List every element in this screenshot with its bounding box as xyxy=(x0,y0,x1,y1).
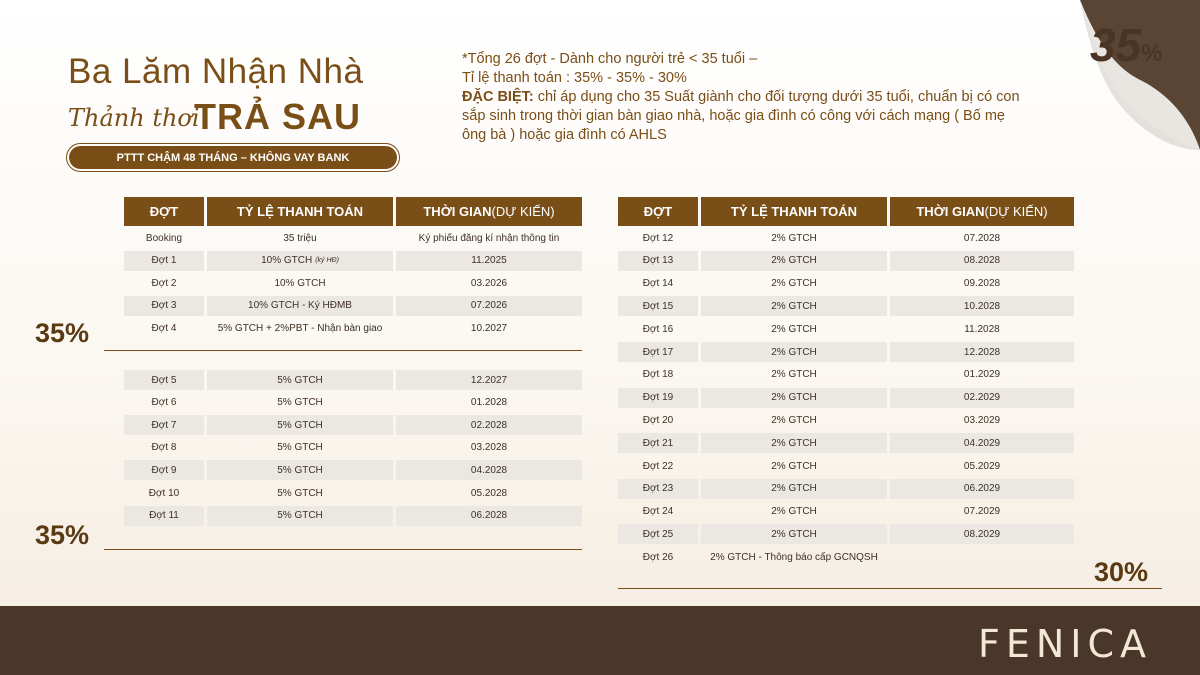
table-row xyxy=(0,502,1200,522)
cell-dot xyxy=(618,296,698,316)
table-row xyxy=(0,274,1200,294)
cell-time-text: 03.2029 xyxy=(963,414,1001,426)
cell-time-text: Ký phiếu đăng kí nhận thông tin xyxy=(418,232,560,244)
cell-dot-text: Đợt 12 xyxy=(642,232,674,244)
cell-ratio-text: 2% GTCH xyxy=(771,392,817,404)
cell-dot-text: Đợt 14 xyxy=(642,278,674,290)
cell-ratio xyxy=(701,547,887,567)
cell-ratio xyxy=(701,524,887,544)
cell-ratio xyxy=(701,365,887,385)
percent-left-group-2: 35% xyxy=(35,520,90,550)
cell-ratio-text: 2% GTCH xyxy=(771,255,817,267)
cell-time-text: 06.2029 xyxy=(963,483,1001,495)
table-row xyxy=(0,296,1200,316)
cell-time xyxy=(890,251,1074,271)
cell-ratio-text: 5% GTCH + 2%PBT - Nhận bàn giao xyxy=(217,322,383,334)
cell-ratio-text: 5% GTCH xyxy=(277,374,323,386)
left-header-time xyxy=(396,197,582,226)
cell-ratio-text: 2% GTCH xyxy=(771,460,817,472)
cell-time-text: 07.2028 xyxy=(963,232,1001,244)
corner-percent-sign: % xyxy=(1141,40,1163,67)
notes-special-text: chỉ áp dụng cho 35 Suất giành cho đối tượng dưới 35 tuổi, chuẩn bị có con sắp sinh trong thời gian bàn giao nhà, hoặc gia đình có công với cách mạng ( Bố mẹ ông bà ) hoặc gia đình có AHLS xyxy=(462,89,1020,143)
cell-ratio-text: 2% GTCH xyxy=(771,300,817,312)
cell-time xyxy=(890,365,1074,385)
cell-time-text: 02.2028 xyxy=(470,419,508,431)
cell-dot xyxy=(618,524,698,544)
cell-ratio-text: 2% GTCH xyxy=(771,437,817,449)
cell-dot-text: Đợt 7 xyxy=(151,419,177,431)
cell-dot-text: Đợt 23 xyxy=(642,483,674,495)
divider-left-1 xyxy=(104,350,582,351)
cell-ratio-text: 10% GTCH - Ký HĐMB xyxy=(248,300,352,311)
cell-ratio-text: 10% GTCH xyxy=(261,255,313,266)
cell-dot-text: Đợt 15 xyxy=(642,300,674,312)
table-row xyxy=(0,479,1200,499)
cell-dot-text: Đợt 25 xyxy=(642,528,674,540)
cell-ratio-note: (ký HĐ) xyxy=(315,257,339,264)
right-header-ratio: TỶ LỆ THANH TOÁN xyxy=(701,197,887,226)
table-row xyxy=(0,547,1200,567)
cell-ratio-text: 2% GTCH xyxy=(771,323,817,335)
cell-dot xyxy=(618,433,698,453)
cell-dot-text: Đợt 26 xyxy=(642,551,674,563)
cell-dot xyxy=(618,388,698,408)
title-bold: TRẢ SAU xyxy=(194,96,361,137)
cell-time-text: 11.2025 xyxy=(471,255,507,266)
cell-dot xyxy=(618,251,698,271)
cell-dot-text: Đợt 16 xyxy=(642,323,674,335)
cell-ratio xyxy=(701,502,887,522)
cell-dot-text: Đợt 21 xyxy=(642,437,674,449)
cell-time-text: 03.2028 xyxy=(470,442,508,454)
cell-dot-text: Đợt 19 xyxy=(642,392,674,404)
payment-pill xyxy=(66,143,400,172)
cell-dot xyxy=(618,502,698,522)
payment-pill-label: PTTT CHẬM 48 THÁNG – KHÔNG VAY BANK xyxy=(69,146,397,169)
left-header-ratio: TỶ LỆ THANH TOÁN xyxy=(207,197,393,226)
table-row xyxy=(0,524,1200,544)
cell-dot xyxy=(618,547,698,567)
divider-left-2 xyxy=(104,549,582,550)
cell-ratio xyxy=(701,342,887,362)
percent-right-group: 30% xyxy=(1094,557,1149,587)
fenica-logo: FENICA xyxy=(977,622,1152,666)
corner-percent xyxy=(1090,18,1163,72)
right-header-time-sub: (DỰ KIẾN) xyxy=(984,204,1048,219)
divider-right xyxy=(618,588,1162,589)
cell-ratio xyxy=(701,456,887,476)
cell-time-text: 12.2027 xyxy=(470,374,508,386)
cell-dot-text: Đợt 6 xyxy=(151,397,177,409)
right-header-time-main: THỜI GIAN xyxy=(916,204,985,219)
cell-dot xyxy=(618,274,698,294)
cell-ratio-text: 5% GTCH xyxy=(277,397,323,409)
percent-left-group-1: 35% xyxy=(35,318,90,348)
cell-time xyxy=(890,524,1074,544)
cell-ratio xyxy=(701,410,887,430)
cell-dot-text: Đợt 22 xyxy=(642,460,674,472)
cell-dot xyxy=(618,319,698,339)
cell-dot-text: Đợt 20 xyxy=(642,414,674,426)
cell-dot-text: Đợt 8 xyxy=(151,442,177,454)
corner-percent-number: 35 xyxy=(1090,19,1142,71)
cell-ratio-text: 2% GTCH xyxy=(771,414,817,426)
cell-time-text: 08.2029 xyxy=(963,528,1001,540)
cell-time xyxy=(890,319,1074,339)
cell-dot-text: Đợt 24 xyxy=(642,506,674,518)
right-header-time xyxy=(890,197,1074,226)
cell-dot-text: Đợt 9 xyxy=(151,464,177,476)
cell-time xyxy=(890,342,1074,362)
table-row xyxy=(0,365,1200,385)
cell-ratio-text: 5% GTCH xyxy=(277,487,323,499)
cell-time-text: 07.2026 xyxy=(470,300,508,311)
cell-time-text: 03.2026 xyxy=(470,277,508,289)
cell-time xyxy=(890,502,1074,522)
cell-ratio xyxy=(701,296,887,316)
table-row xyxy=(0,319,1200,339)
cell-ratio-text: 5% GTCH xyxy=(277,464,323,476)
cell-time xyxy=(890,433,1074,453)
cell-ratio xyxy=(701,319,887,339)
cell-dot xyxy=(618,342,698,362)
cell-ratio xyxy=(701,479,887,499)
left-header-time-sub: (DỰ KIẾN) xyxy=(491,204,555,219)
cell-ratio-text: 5% GTCH xyxy=(277,510,323,522)
cell-ratio-text: 10% GTCH xyxy=(274,277,326,289)
cell-ratio xyxy=(701,433,887,453)
cell-time xyxy=(890,388,1074,408)
table-row xyxy=(0,251,1200,271)
cell-ratio-text: 2% GTCH xyxy=(771,483,817,495)
cell-time xyxy=(890,296,1074,316)
cell-time-text: 04.2028 xyxy=(470,464,508,476)
cell-time-text: 05.2029 xyxy=(963,460,1001,472)
cell-ratio xyxy=(701,388,887,408)
left-header-time-main: THỜI GIAN xyxy=(423,204,492,219)
cell-time-text: 07.2029 xyxy=(963,506,1001,518)
cell-time-text: 12.2028 xyxy=(963,346,1001,358)
cell-ratio-text: 2% GTCH xyxy=(771,506,817,518)
notes-block xyxy=(462,50,1022,145)
cell-dot xyxy=(618,228,698,248)
cell-dot-text: Đợt 13 xyxy=(642,255,674,267)
cell-dot-text: Đợt 1 xyxy=(151,255,177,266)
cell-dot xyxy=(618,456,698,476)
cell-time-text: 10.2027 xyxy=(470,322,508,334)
cell-time xyxy=(890,228,1074,248)
cell-time-text: 08.2028 xyxy=(963,255,1001,267)
cell-time xyxy=(890,410,1074,430)
cell-dot-text: Đợt 10 xyxy=(148,487,180,499)
cell-dot-text: Đợt 4 xyxy=(151,322,177,334)
cell-ratio-text: 2% GTCH xyxy=(771,369,817,381)
cell-dot xyxy=(618,410,698,430)
cell-dot xyxy=(618,365,698,385)
cell-time-text: 01.2028 xyxy=(470,397,508,409)
cell-ratio-text: 5% GTCH xyxy=(277,442,323,454)
cell-time xyxy=(890,547,1074,567)
cell-ratio xyxy=(701,251,887,271)
right-header-dot: ĐỢT xyxy=(618,197,698,226)
notes-special xyxy=(462,88,1022,145)
cell-dot xyxy=(618,479,698,499)
cell-dot-text: Booking xyxy=(145,232,183,244)
cell-ratio-text: 2% GTCH - Thông báo cấp GCNQSH xyxy=(710,551,878,563)
cell-ratio xyxy=(701,274,887,294)
footer-bar xyxy=(0,606,1200,675)
cell-time-text: 11.2028 xyxy=(964,323,1000,335)
cell-ratio-text: 2% GTCH xyxy=(771,232,817,244)
cell-ratio-text: 2% GTCH xyxy=(771,278,817,290)
cell-ratio xyxy=(701,228,887,248)
cell-time-text: 09.2028 xyxy=(963,278,1001,290)
title-script: Thảnh thơi xyxy=(68,104,200,132)
cell-time xyxy=(890,456,1074,476)
cell-time-text: 05.2028 xyxy=(470,487,508,499)
cell-time-text: 02.2029 xyxy=(963,392,1001,404)
cell-ratio-text: 2% GTCH xyxy=(771,346,817,358)
left-header-dot: ĐỢT xyxy=(124,197,204,226)
notes-special-label: ĐẶC BIỆT: xyxy=(462,89,534,105)
notes-line-1: *Tổng 26 đợt - Dành cho người trẻ < 35 tuổi – xyxy=(462,51,758,67)
table-row xyxy=(0,388,1200,408)
cell-ratio-text: 2% GTCH xyxy=(771,528,817,540)
cell-dot-text: Đợt 18 xyxy=(642,369,674,381)
cell-time-text: 10.2028 xyxy=(963,300,1001,312)
cell-dot-text: Đợt 17 xyxy=(642,346,674,358)
table-row xyxy=(0,410,1200,430)
table-row xyxy=(0,228,1200,248)
cell-time-text: 04.2029 xyxy=(963,437,1001,449)
cell-dot-text: Đợt 5 xyxy=(151,374,177,386)
table-row xyxy=(0,433,1200,453)
title-line-1: Ba Lăm Nhận Nhà xyxy=(68,52,364,91)
cell-dot-text: Đợt 3 xyxy=(151,300,177,311)
cell-ratio-text: 35 triệu xyxy=(283,232,317,244)
notes-line-2: Tỉ lệ thanh toán : 35% - 35% - 30% xyxy=(462,70,687,86)
cell-time-text: 06.2028 xyxy=(470,510,508,522)
cell-time-text: 01.2029 xyxy=(963,369,1001,381)
cell-dot-text: Đợt 2 xyxy=(151,277,177,289)
cell-time xyxy=(890,479,1074,499)
cell-dot-text: Đợt 11 xyxy=(149,510,179,522)
cell-ratio-text: 5% GTCH xyxy=(277,419,323,431)
table-row xyxy=(0,342,1200,362)
cell-time xyxy=(890,274,1074,294)
table-row xyxy=(0,456,1200,476)
